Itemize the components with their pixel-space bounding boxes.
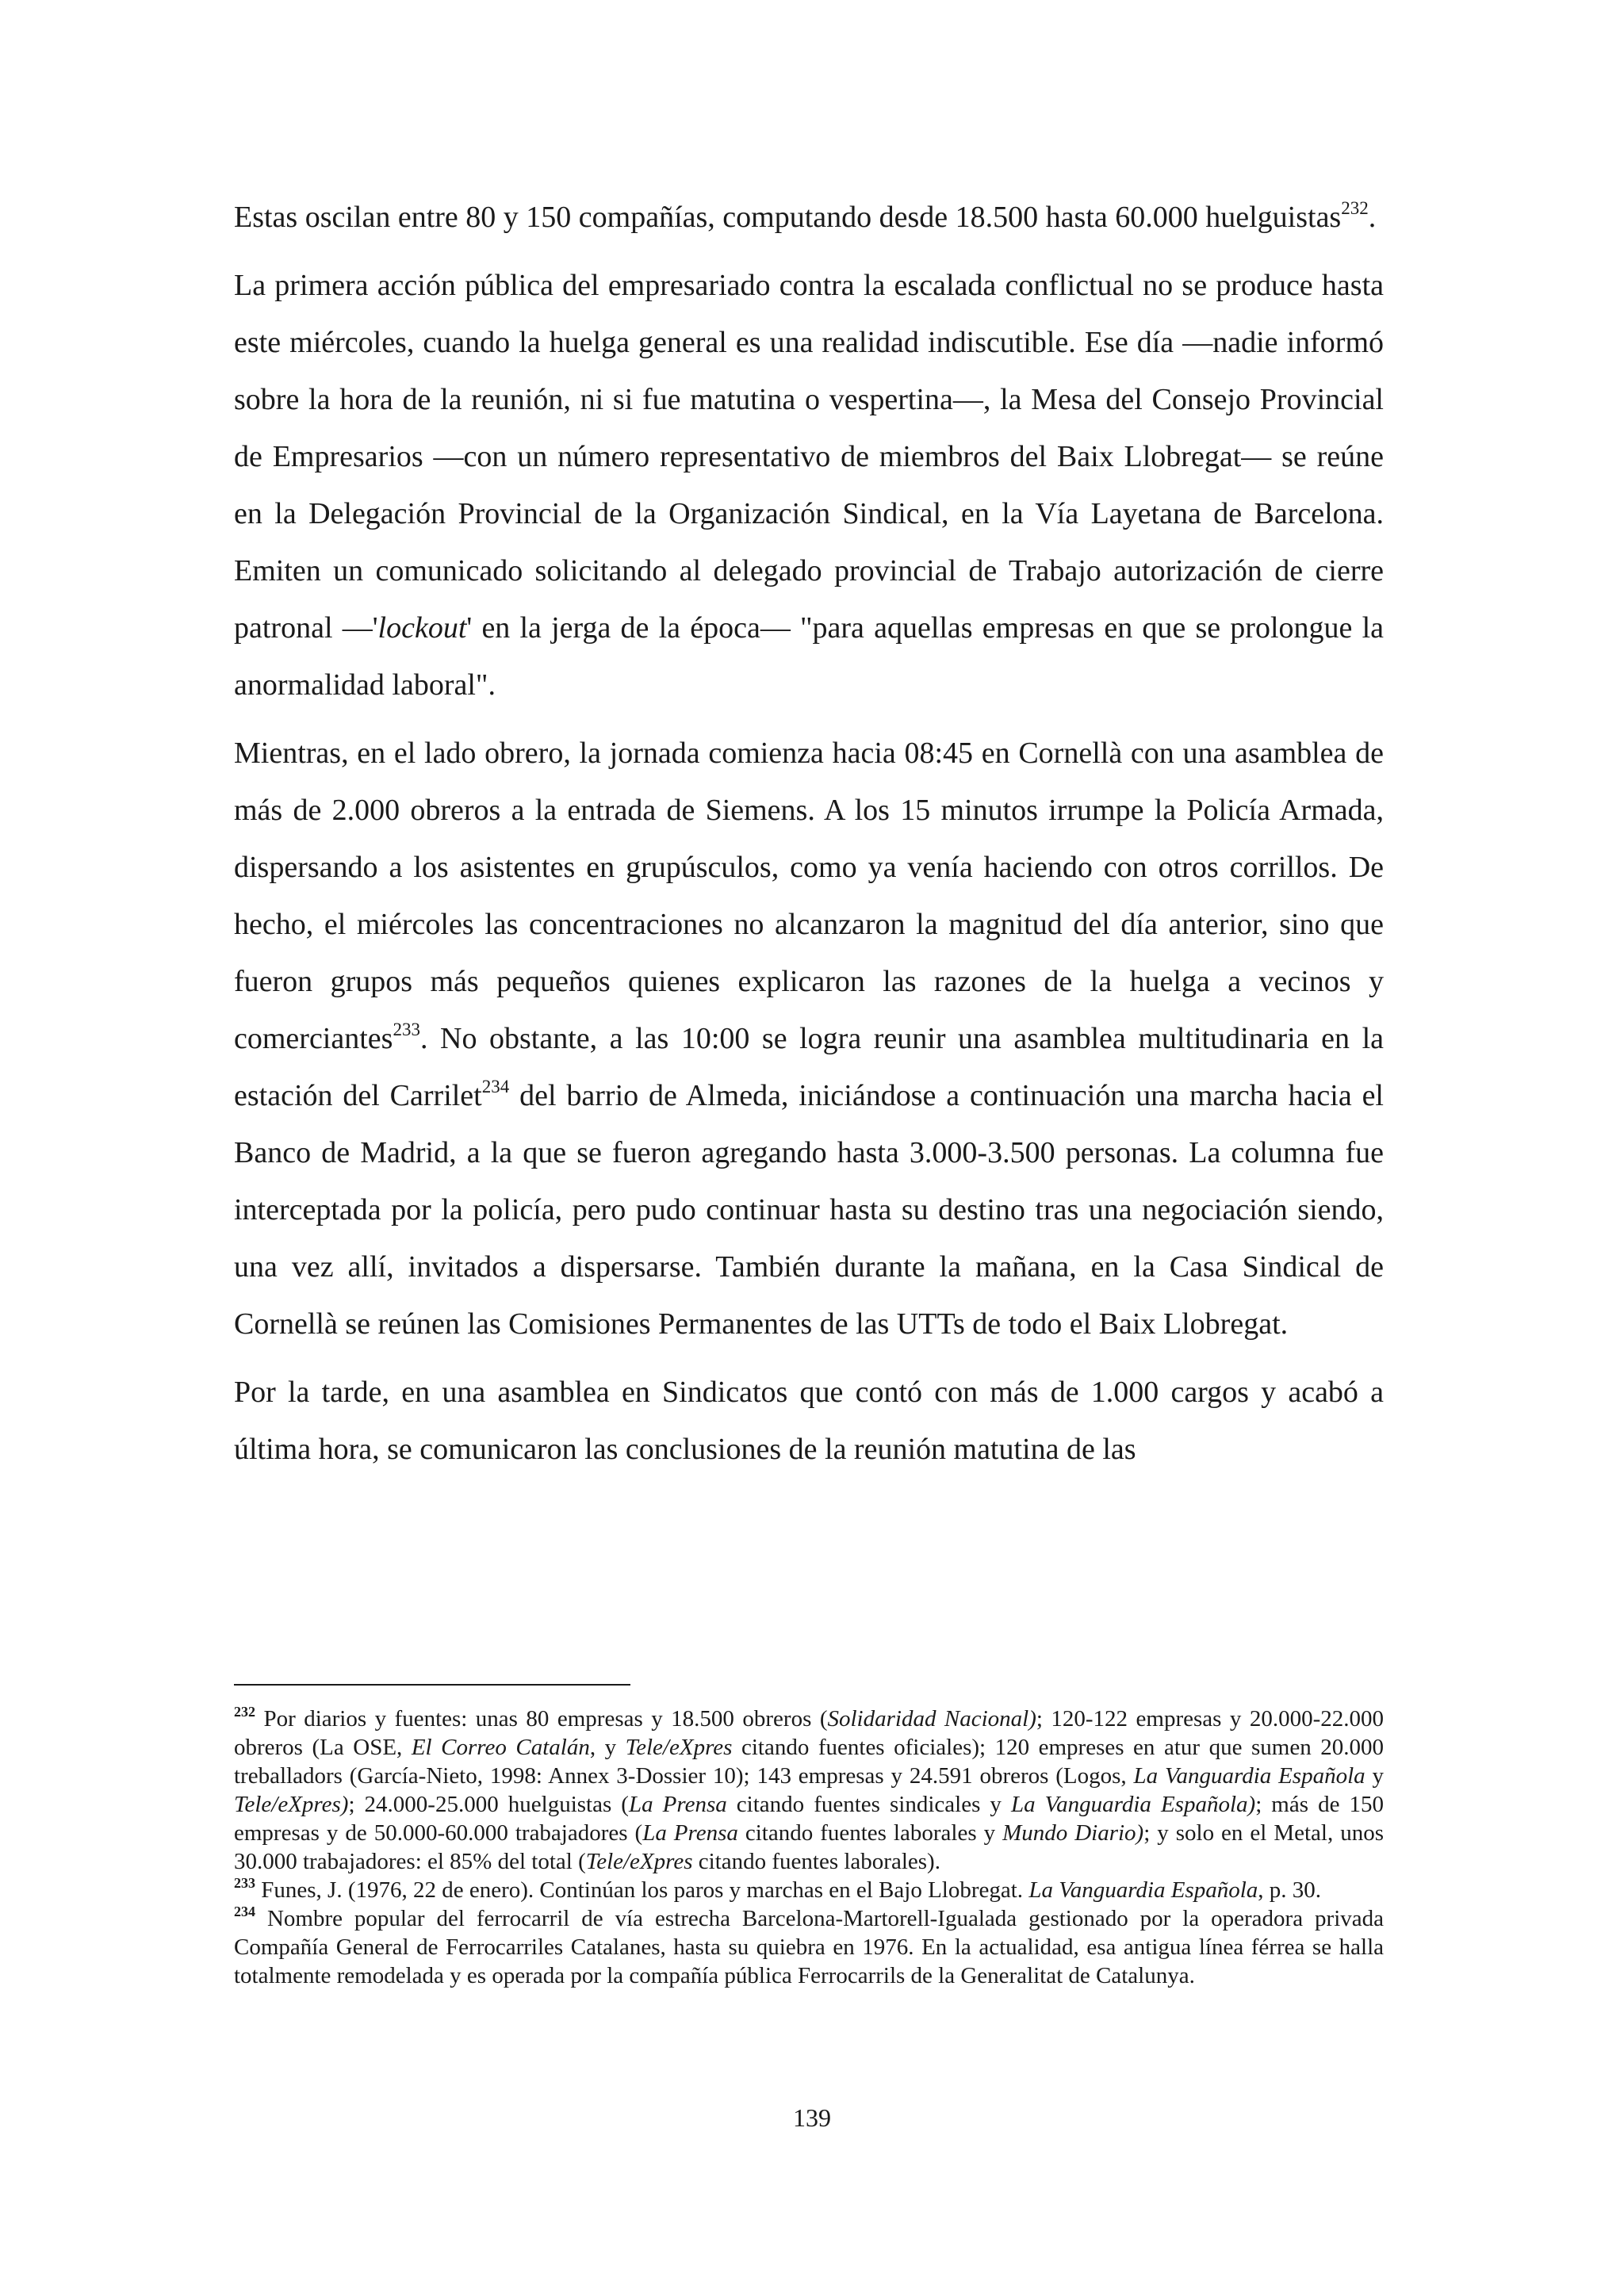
paragraph-2: La primera acción pública del empresariado contra la escalada conflictual no se produce hasta este miércoles, cuando la huelga general es una realidad indiscutible. Ese día —nadie informó sobre la hora de la reunión, ni si fue matutina o vespertina—, la Mesa del Consejo Provincial de Empresarios —con un número representativo de miembros del Baix Llobregat— se reúne en la Delegación Provincial de la Organización Sindical, en la Vía Layetana de Barcelona. Emiten un comunicado solicitando al delegado provincial de Trabajo autorización de cierre patronal —'lockout' en la jerga de la época— "para aquellas empresas en que se prolongue la anormalidad laboral".: [234, 269, 1384, 702]
italic-term: lockout: [377, 611, 467, 645]
paragraph-4: Por la tarde, en una asamblea en Sindicatos que contó con más de 1.000 cargos y acabó a última hora, se comunicaron las conclusiones de la reunión matutina de las: [234, 1376, 1384, 1466]
footnote-232: $^{232}$ Por diarios y fuentes: unas 80 empresas y 18.500 obreros (Solidaridad Nacional); 120-122 empresas y 20.000-22.000 obreros (La OSE, El Correo Catalán, y Tele/eXpres citando fuentes oficiales); 120 empreses en atur que sumen 20.000 treballadors (García-Nieto, 1998: Annex 3-Dossier 10); 143 empresas y 24.591 obreros (Logos, La Vanguardia Española y Tele/eXpres); 24.000-25.000 huelguistas (La Prensa citando fuentes sindicales y La Vanguardia Española); más de 150 empresas y de 50.000-60.000 trabajadores (La Prensa citando fuentes laborales y Mundo Diario); y solo en el Metal, unos 30.000 trabajadores: el 85% del total (Tele/eXpres citando fuentes laborales).: [234, 1704, 1384, 1874]
footnote-number: 234: [234, 1904, 255, 1919]
footnote-233: $^{233}$ Funes, J. (1976, 22 de enero). Continúan los paros y marchas en el Bajo Llobregat. La Vanguardia Española, p. 30.: [234, 1875, 1322, 1903]
footnote-234: $^{234}$ Nombre popular del ferrocarril de vía estrecha Barcelona-Martorell-Igualada gestionado por la operadora privada Compañía General de Ferrocarriles Catalanes, hasta su quiebra en 1976. En la actualidad, esa antigua línea férrea se halla totalmente remodelada y es operada por la compañía pública Ferrocarrils de la Generalitat de Catalunya.: [234, 1904, 1384, 1988]
footnote-ref-233[interactable]: 233: [393, 1020, 420, 1039]
footnote-separator: [234, 1684, 630, 1686]
body-text: [234, 189, 1384, 1489]
paragraph-3: Mientras, en el lado obrero, la jornada comienza hacia 08:45 en Cornellà con una asamblea de más de 2.000 obreros a la entrada de Siemens. A los 15 minutos irrumpe la Policía Armada, dispersando a los asistentes en grupúsculos, como ya venía haciendo con otros corrillos. De hecho, el miércoles las concentraciones no alcanzaron la magnitud del día anterior, sino que fueron grupos más pequeños quienes explicaron las razones de la huelga a vecinos y comerciantes$^{233}$. No obstante, a las 10:00 se logra reunir una asamblea multitudinaria en la estación del Carrilet$^{234}$ del barrio de Almeda, iniciándose a continuación una marcha hacia el Banco de Madrid, a la que se fueron agregando hasta 3.000-3.500 personas. La columna fue interceptada por la policía, pero pudo continuar hasta su destino tras una negociación siendo, una vez allí, invitados a dispersarse. También durante la mañana, en la Casa Sindical de Cornellà se reúnen las Comisiones Permanentes de las UTTs de todo el Baix Llobregat.: [234, 737, 1384, 1341]
footnote-number: 232: [234, 1704, 255, 1720]
footnotes: [234, 1705, 1384, 1990]
footnote-number: 233: [234, 1875, 255, 1891]
page-number: 139: [793, 2103, 831, 2132]
footnote-ref-232[interactable]: 232: [1341, 198, 1369, 218]
paragraph-1: Estas oscilan entre 80 y 150 compañías, computando desde 18.500 hasta 60.000 huelguistas$^{232}$.: [234, 198, 1377, 234]
footnote-ref-234[interactable]: 234: [481, 1077, 510, 1096]
